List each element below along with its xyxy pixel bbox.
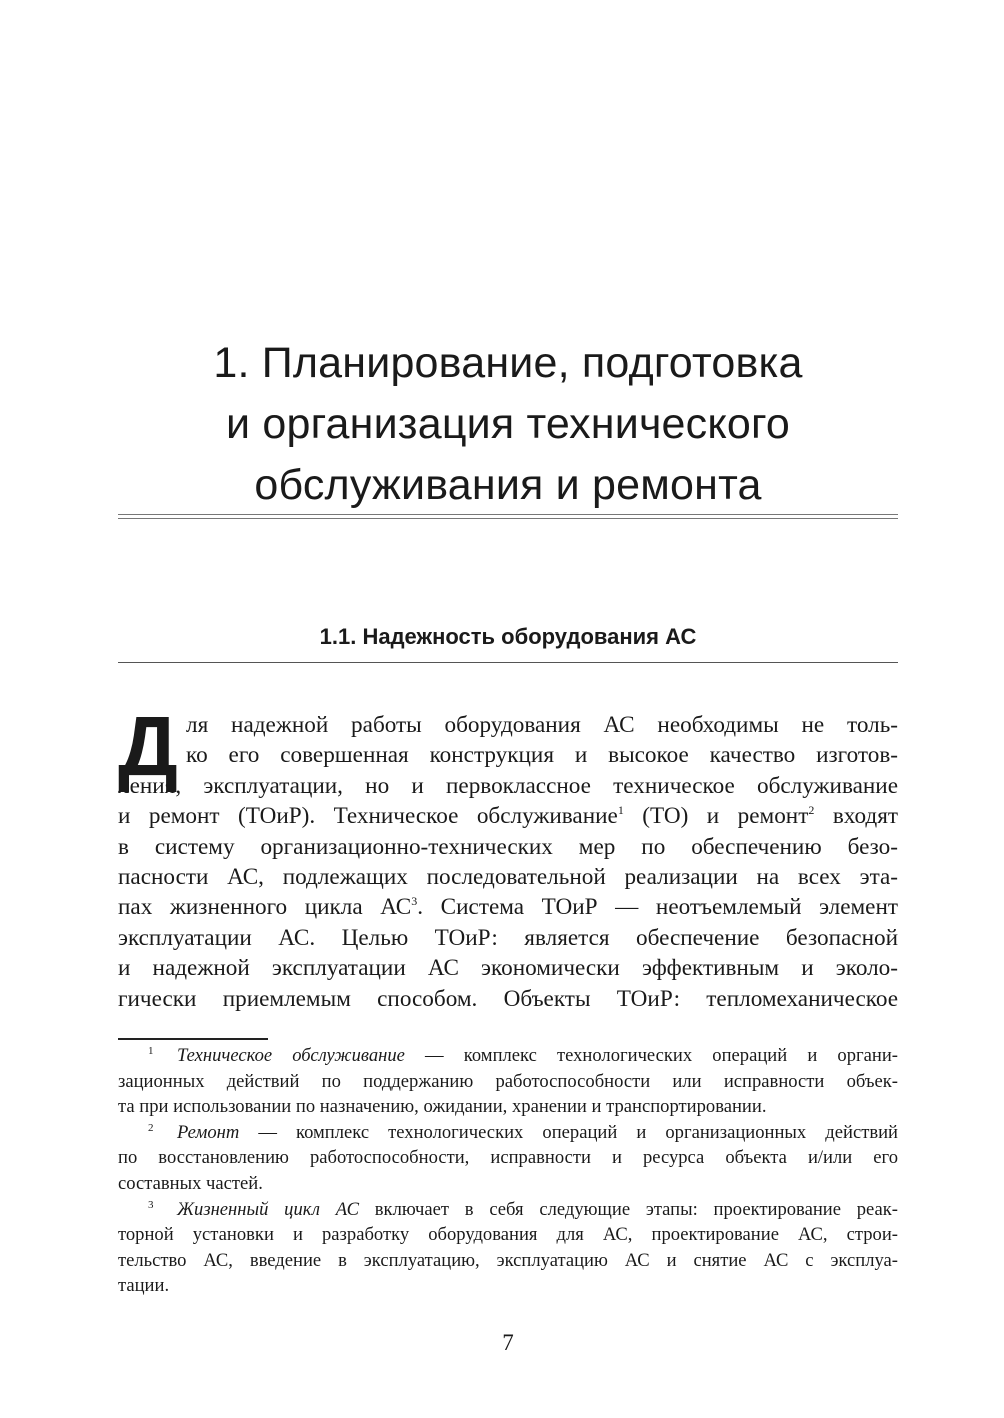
footnote-line: зационных действий по поддержанию работоспособности или исправности объек- (118, 1070, 898, 1092)
footnote-text: включает в себя следующие этапы: проектирование реак- (359, 1198, 898, 1220)
footnote-line: тации. (118, 1275, 170, 1297)
footnote-term: Жизненный цикл АС (177, 1198, 359, 1220)
body-line: гически приемлемым способом. Объекты ТОиР: тепломеханическое (118, 985, 898, 1012)
page-number: 7 (502, 1330, 514, 1355)
footnote-line: составных частей. (118, 1172, 263, 1194)
body-paragraph (118, 699, 898, 1014)
footnote-line: по восстановлению работоспособности, исправности и ресурса объекта и/или его (118, 1147, 898, 1169)
body-line-with-footnotes (118, 801, 898, 831)
body-fragment: и ремонт (ТОиР). Техническое обслуживание (118, 803, 618, 830)
section-title: 1.1. Надежность оборудования АС (319, 624, 697, 649)
body-fragment: пах жизненного цикла АС (118, 894, 412, 921)
chapter-title (118, 333, 898, 516)
body-fragment: (ТО) и ремонт (642, 803, 809, 830)
body-line: ля надежной работы оборудования АС необходимы не толь- (186, 712, 898, 738)
footnote-mark: 1 (617, 803, 624, 818)
body-line: ко его совершенная конструкция и высокое качество изготов- (186, 742, 898, 769)
footnote-3-first-line: 3 Жизненный цикл АС включает в себя следующие этапы: проектирование реак- (148, 1198, 898, 1220)
footnote-mark: 2 (808, 803, 815, 818)
footnotes (118, 1043, 898, 1299)
footnote-mark: 3 (411, 894, 418, 909)
footnote-2-first-line: 2 Ремонт — комплекс технологических операций и организационных действий (148, 1121, 898, 1143)
footnote-1-first-line: 1 Техническое обслуживание — комплекс технологических операций и органи- (148, 1045, 898, 1066)
body-line: пасности АС, подлежащих последовательной реализации на всех эта- (118, 863, 898, 890)
footnote-line: та при использовании по назначению, ожидании, хранении и транспортировании. (118, 1096, 767, 1118)
body-line: ления, эксплуатации, но и первоклассное техническое обслуживание (118, 772, 898, 799)
footnote-term: Техническое обслуживание (177, 1045, 405, 1066)
chapter-title-line: обслуживания и ремонта (254, 461, 762, 509)
chapter-title-line: 1. Планирование, подготовка (213, 339, 803, 387)
body-fragment: входят (832, 803, 898, 830)
chapter-rule-bottom (118, 518, 898, 519)
section-rule (118, 662, 898, 663)
chapter-title-line: и организация технического (225, 400, 791, 448)
footnote-text: — комплекс технологических операций и органи- (404, 1045, 898, 1066)
body-line: и надежной эксплуатации АС экономически эффективным и эколо- (118, 955, 898, 982)
footnote-line: тельство АС, введение в эксплуатацию, эксплуатацию АС и снятие АС с эксплуа- (118, 1249, 898, 1271)
chapter-rule-top (118, 514, 898, 515)
body-fragment: . Система ТОиР — неотъемлемый элемент (417, 894, 898, 921)
footnote-separator (118, 1038, 268, 1040)
body-line: эксплуатации АС. Целью ТОиР: является обеспечение безопасной (118, 924, 898, 951)
body-line: в систему организационно-технических мер по обеспечению безо- (118, 833, 898, 860)
footnote-term: Ремонт (177, 1121, 240, 1143)
footnote-text: — комплекс технологических операций и организационных действий (239, 1121, 898, 1143)
drop-cap: Д (118, 699, 178, 793)
footnote-line: торной установки и разработку оборудования для АС, проектирование АС, строи- (118, 1224, 898, 1246)
body-line-with-footnote (118, 892, 898, 922)
